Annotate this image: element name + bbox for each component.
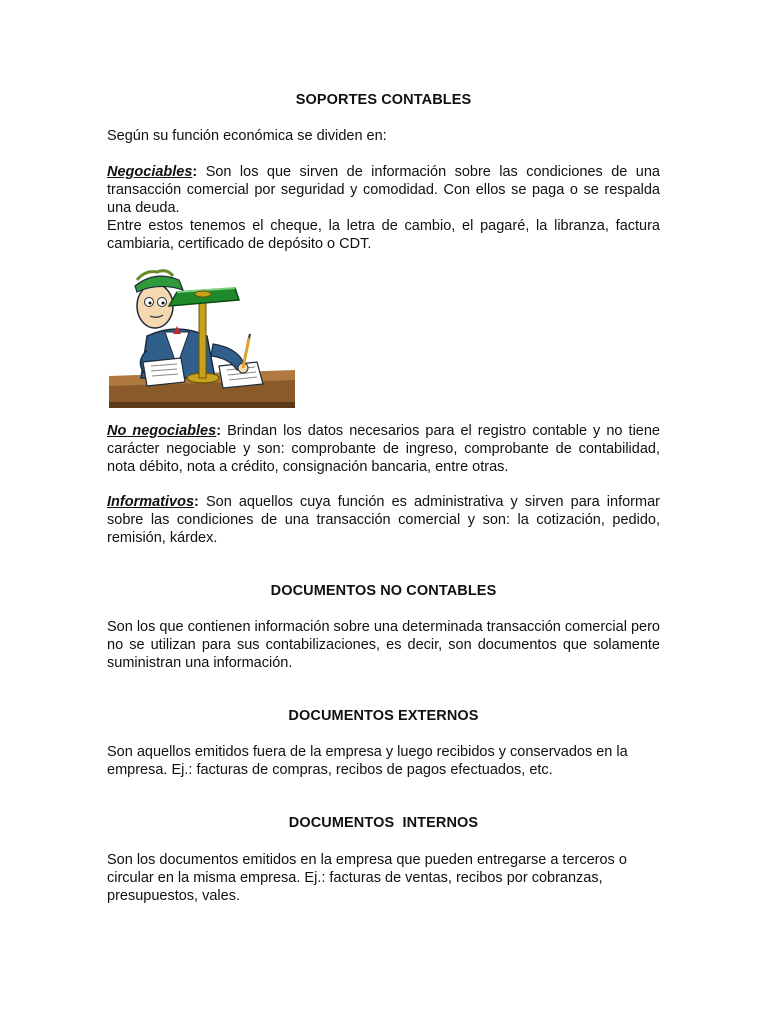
section-text-externos: Son aquellos emitidos fuera de la empresa y luego recibidos y conservados en la empresa. Ej.: facturas de compras, recibos de pagos efectuados, etc. [107,744,628,778]
accountant-clipart-icon [107,266,297,410]
no-negociables-text: Brindan los datos necesarios para el registro contable y no tiene carácter negociable y son: comprobante de ingreso, comprobante de contabilidad, nota débito, nota a crédito, consignación bancaria, entre otras. [107,423,660,475]
no-negociables-colon: : [216,423,222,439]
section-text-no-contables: Son los que contienen información sobre una determinada transacción comercial pero no se utilizan para sus contabilizaciones, es decir, son documentos que solamente suministran una información. [107,619,660,671]
negociables-text: Son los que sirven de información sobre las condiciones de una transacción comercial por seguridad y comodidad. Con ellos se paga o se respalda una deuda. [107,164,660,216]
negociables-term: Negociables [107,164,193,180]
informativos-colon: : [194,494,199,510]
section-heading-internos: DOCUMENTOS INTERNOS [288,815,479,831]
section-text-internos: Son los documentos emitidos en la empresa que pueden entregarse a terceros o circular en la misma empresa. Ej.: facturas de ventas, recibos por cobranzas, presupuestos, vales. [107,852,627,904]
no-negociables-term: No negociables [107,423,217,439]
page-title: SOPORTES CONTABLES [295,92,472,108]
negociables-colon: : [192,164,198,180]
section-heading-externos: DOCUMENTOS EXTERNOS [288,708,479,724]
section-heading-no-contables: DOCUMENTOS NO CONTABLES [270,583,497,599]
negociables-paragraph [107,163,660,253]
negociables-examples: Entre estos tenemos el cheque, la letra de cambio, el pagaré, la libranza, factura cambiaria, certificado de depósito o CDT. [107,218,660,252]
intro-text: Según su función económica se dividen en: [107,128,387,144]
informativos-text: Son aquellos cuya función es administrativa y sirven para informar sobre las condiciones de una transacción comercial y son: la cotización, pedido, remisión, kárdex. [107,494,660,546]
informativos-term: Informativos [107,494,195,510]
informativos-paragraph [107,493,660,547]
no-negociables-paragraph [107,422,660,476]
